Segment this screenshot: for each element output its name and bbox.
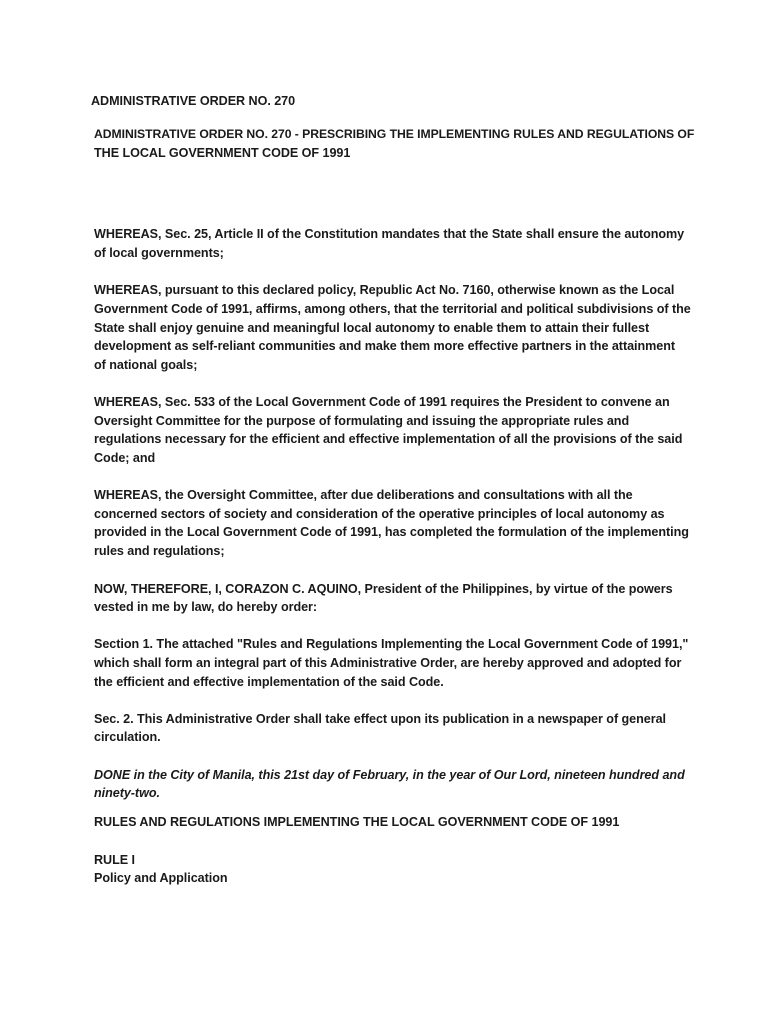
paragraph-whereas-constitution-line-2: of local governments; (94, 246, 224, 260)
paragraph-section-1-line-3: the efficient and effective implementation of the said Code. (94, 675, 444, 689)
paragraph-section-2-line-2: circulation. (94, 730, 161, 744)
paragraph-done-line-2: ninety-two. (94, 786, 160, 800)
paragraph-section-2-line-1: Sec. 2. This Administrative Order shall take effect upon its publication in a newspaper of general (94, 712, 666, 726)
rules-heading: RULES AND REGULATIONS IMPLEMENTING THE LOCAL GOVERNMENT CODE OF 1991 (94, 815, 620, 829)
paragraph-now-therefore-line-2: vested in me by law, do hereby order: (94, 600, 318, 614)
paragraph-whereas-sec533-line-1: WHEREAS, Sec. 533 of the Local Government Code of 1991 requires the President to convene an (94, 395, 670, 409)
paragraph-section-1-line-1: Section 1. The attached "Rules and Regulations Implementing the Local Government Code of 1991," (94, 637, 689, 651)
paragraph-whereas-committee-line-4: rules and regulations; (94, 544, 225, 558)
paragraph-whereas-policy-line-5: of national goals; (94, 358, 198, 372)
paragraph-whereas-sec533-line-3: regulations necessary for the efficient and effective implementation of all the provisions of the said (94, 432, 683, 446)
document-title-line-1: ADMINISTRATIVE ORDER NO. 270 - PRESCRIBING THE IMPLEMENTING RULES AND REGULATIONS OF (94, 127, 695, 141)
paragraph-whereas-policy-line-1: WHEREAS, pursuant to this declared policy, Republic Act No. 7160, otherwise known as the Local (94, 283, 675, 297)
document-heading: ADMINISTRATIVE ORDER NO. 270 (91, 94, 296, 108)
paragraph-section-1-line-2: which shall form an integral part of this Administrative Order, are hereby approved and adopted for (94, 656, 682, 670)
paragraph-whereas-sec533-line-4: Code; and (94, 451, 156, 465)
document-title-line-2: THE LOCAL GOVERNMENT CODE OF 1991 (94, 146, 351, 160)
rule-number: RULE I (94, 853, 135, 867)
paragraph-whereas-committee-line-2: concerned sectors of society and consideration of the operative principles of local autonomy as (94, 507, 665, 521)
paragraph-whereas-constitution-line-1: WHEREAS, Sec. 25, Article II of the Constitution mandates that the State shall ensure the autonomy (94, 227, 685, 241)
paragraph-whereas-policy-line-4: development as self-reliant communities and make them more effective partners in the attainment (94, 339, 676, 353)
paragraph-whereas-policy-line-2: Government Code of 1991, affirms, among others, that the territorial and political subdivisions of the (94, 302, 691, 316)
paragraph-whereas-sec533-line-2: Oversight Committee for the purpose of formulating and issuing the appropriate rules and (94, 414, 630, 428)
paragraph-whereas-committee-line-1: WHEREAS, the Oversight Committee, after due deliberations and consultations with all the (94, 488, 633, 502)
paragraph-now-therefore-line-1: NOW, THEREFORE, I, CORAZON C. AQUINO, President of the Philippines, by virtue of the powers (94, 582, 673, 596)
paragraph-done-line-1: DONE in the City of Manila, this 21st day of February, in the year of Our Lord, nineteen hundred and (94, 768, 685, 782)
rule-title: Policy and Application (94, 871, 228, 885)
paragraph-whereas-policy-line-3: State shall enjoy genuine and meaningful local autonomy to enable them to attain their fullest (94, 321, 650, 335)
paragraph-whereas-committee-line-3: provided in the Local Government Code of 1991, has completed the formulation of the implementing (94, 525, 689, 539)
